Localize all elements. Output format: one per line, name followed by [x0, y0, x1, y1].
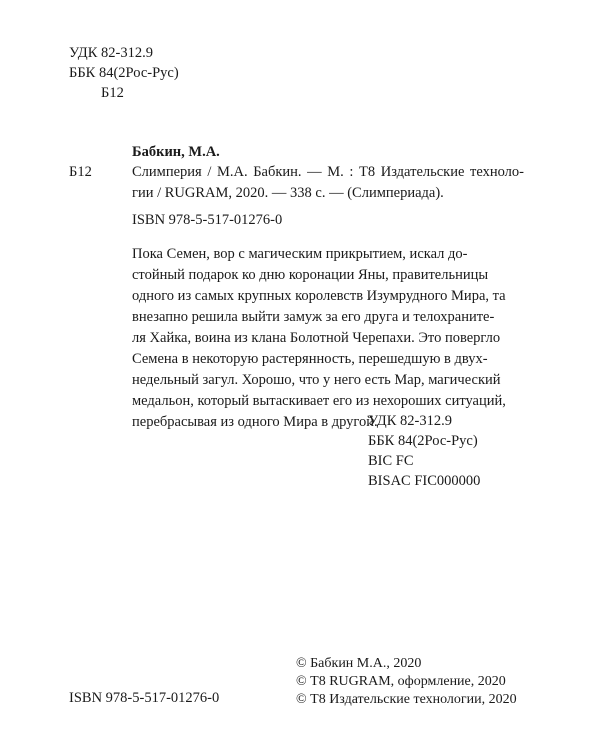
isbn-bottom: ISBN 978-5-517-01276-0 — [69, 690, 220, 706]
annotation-line: перебрасывая из одного Мира в другой. — [132, 414, 378, 430]
annotation-line: внезапно решила выйти замуж за его друга и телохраните- — [132, 309, 495, 325]
author-mark: Б12 — [101, 85, 124, 101]
bbk-code: ББК 84(2Рос-Рус) — [69, 65, 179, 81]
bisac-code: BISAC FIC000000 — [368, 473, 481, 489]
annotation-line: одного из самых крупных королевств Изумрудного Мира, та — [132, 288, 506, 304]
isbn-main: ISBN 978-5-517-01276-0 — [132, 212, 283, 228]
copyright-line: © Т8 Издательские технологии, 2020 — [296, 692, 517, 707]
copyright-block — [296, 655, 517, 709]
classification-right — [368, 411, 480, 491]
annotation-line: Пока Семен, вор с магическим прикрытием, искал до- — [132, 246, 468, 262]
copyright-line: © Т8 RUGRAM, оформление, 2020 — [296, 674, 506, 689]
annotation-line: Семена в некоторую растерянность, перешедшую в двух- — [132, 351, 488, 367]
annotation-line: ля Хайка, воина из клана Болотной Черепахи. Это повергло — [132, 330, 501, 346]
annotation-line: медальон, который вытаскивает его из нехороших ситуаций, — [132, 393, 506, 409]
biblio-line: Слимперия / М.А. Бабкин. — М. : Т8 Издательские техноло- — [132, 164, 524, 180]
bibliographic-record — [132, 162, 524, 204]
annotation-line: недельный загул. Хорошо, что у него есть Мар, магический — [132, 372, 501, 388]
classification-top — [69, 43, 179, 103]
annotation — [132, 244, 524, 433]
author-mark-side: Б12 — [69, 164, 92, 180]
author-name: Бабкин, М.А. — [132, 144, 220, 160]
bic-code: BIC FC — [368, 453, 414, 469]
annotation-line: стойный подарок ко дню коронации Яны, правительницы — [132, 267, 489, 283]
udk-code-right: УДК 82-312.9 — [368, 413, 452, 429]
udk-code: УДК 82-312.9 — [69, 45, 153, 61]
biblio-line: гии / RUGRAM, 2020. — 338 с. — (Слимпериада). — [132, 185, 444, 201]
bbk-code-right: ББК 84(2Рос-Рус) — [368, 433, 478, 449]
copyright-line: © Бабкин М.А., 2020 — [296, 656, 422, 671]
